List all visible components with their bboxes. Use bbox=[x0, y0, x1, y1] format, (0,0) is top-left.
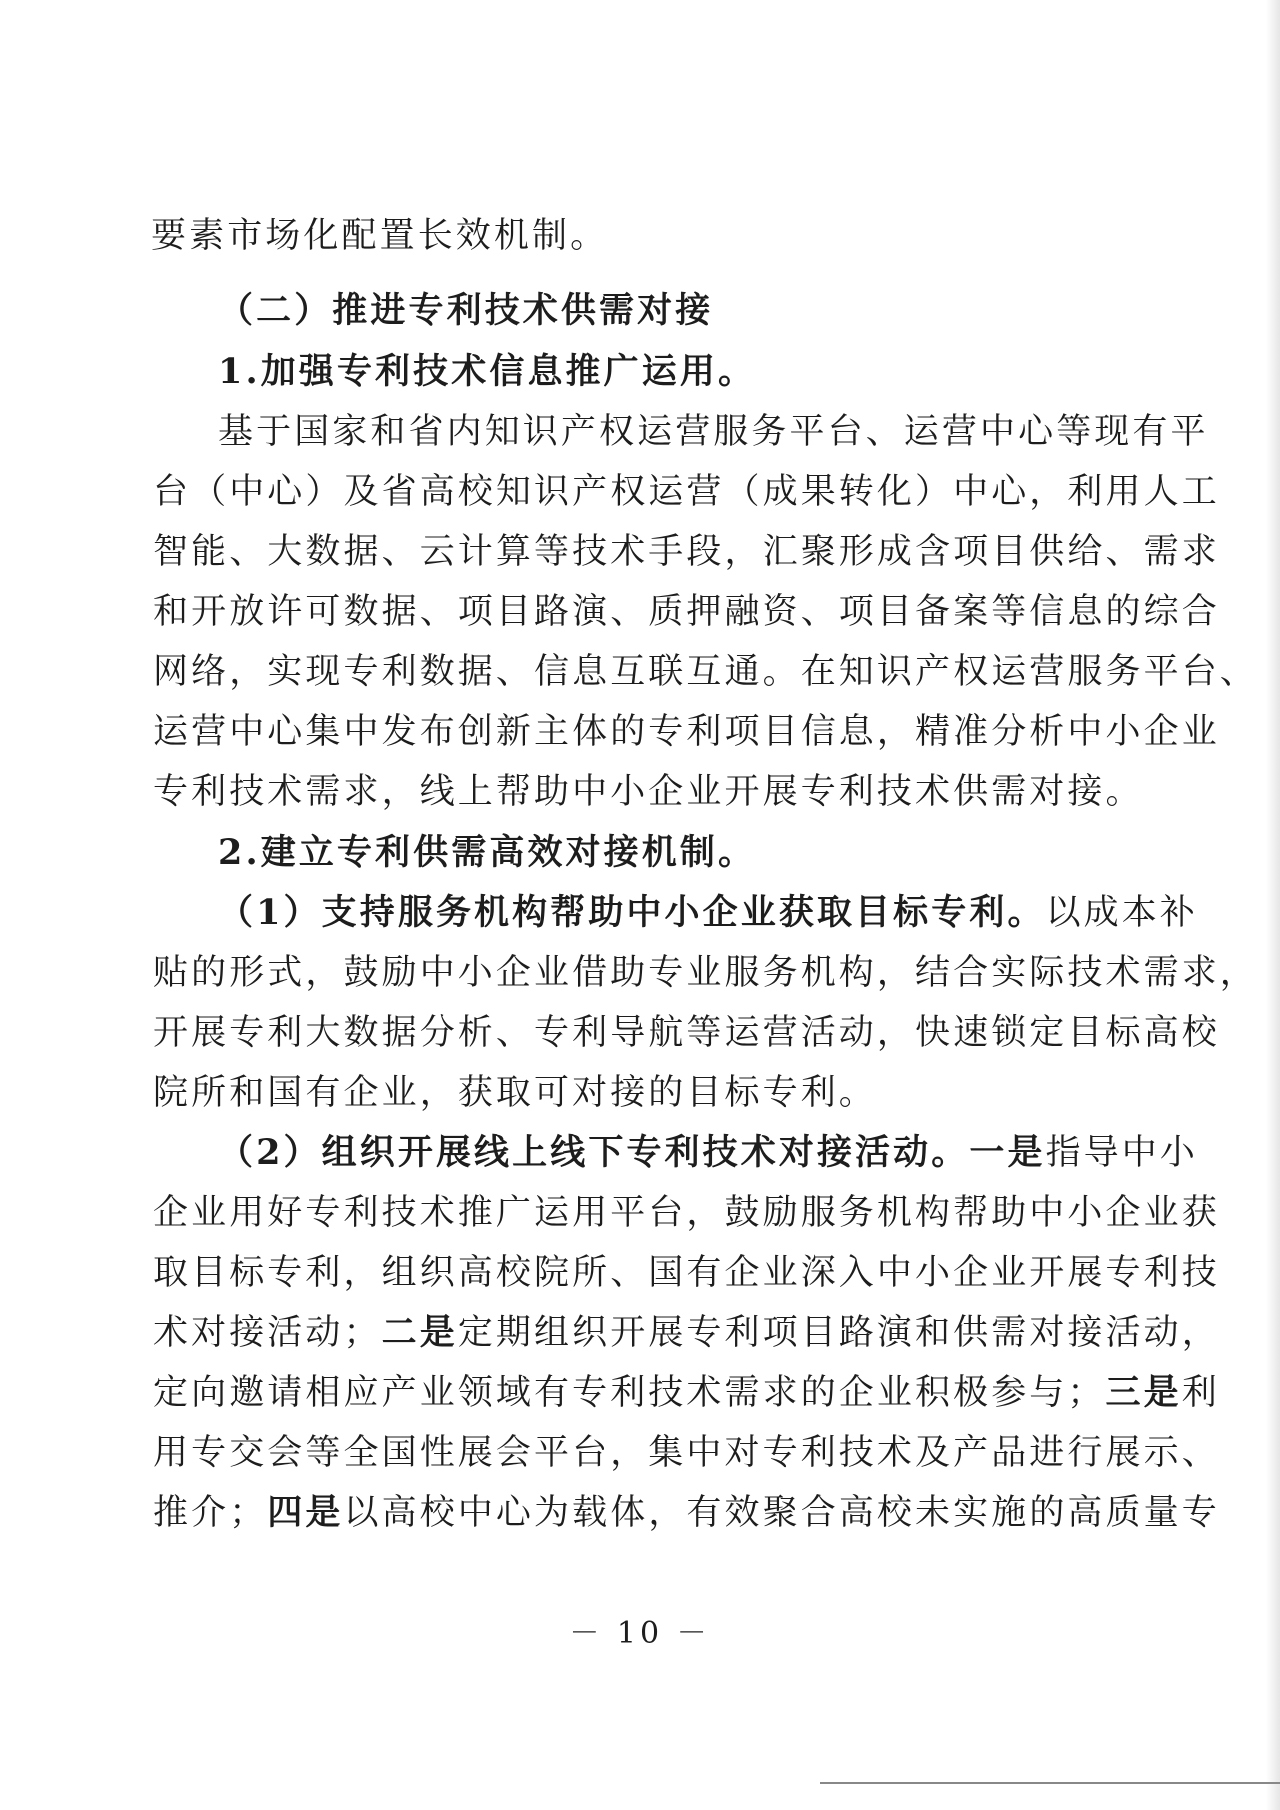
body-line: 基于国家和省内知识产权运营服务平台、运营中心等现有平 bbox=[218, 412, 1209, 452]
body-line: 网络，实现专利数据、信息互联互通。在知识产权运营服务平台、 bbox=[153, 652, 1258, 692]
section-heading: （二）推进专利技术供需对接 bbox=[218, 290, 714, 331]
body-text: 以高校中心为载体，有效聚合高校未实施的高质量专 bbox=[343, 1493, 1220, 1533]
body-line: 用专交会等全国性展会平台，集中对专利技术及产品进行展示、 bbox=[153, 1433, 1220, 1473]
body-line bbox=[153, 1493, 1220, 1533]
body-text: 指导中小 bbox=[1045, 1133, 1198, 1173]
body-line bbox=[218, 1133, 1198, 1173]
body-text: 以成本补 bbox=[1045, 893, 1198, 933]
body-text: 定期组织开展专利项目路演和供需对接活动， bbox=[457, 1313, 1220, 1353]
body-line bbox=[153, 1373, 1220, 1413]
body-line: 运营中心集中发布创新主体的专利项目信息，精准分析中小企业 bbox=[153, 712, 1220, 752]
emphasis-text: 一是 bbox=[969, 1132, 1046, 1173]
body-text: 术对接活动； bbox=[153, 1313, 382, 1353]
item-heading: （2）组织开展线上线下专利技术对接活动。 bbox=[218, 1132, 970, 1173]
body-text: 利 bbox=[1181, 1373, 1220, 1413]
body-line: 智能、大数据、云计算等技术手段，汇聚形成含项目供给、需求 bbox=[153, 532, 1220, 572]
body-line: 院所和国有企业，获取可对接的目标专利。 bbox=[153, 1073, 877, 1113]
body-line: 企业用好专利技术推广运用平台，鼓励服务机构帮助中小企业获 bbox=[153, 1193, 1220, 1233]
body-line: 和开放许可数据、项目路演、质押融资、项目备案等信息的综合 bbox=[153, 592, 1220, 632]
emphasis-text: 四是 bbox=[267, 1492, 344, 1533]
item-heading: （1）支持服务机构帮助中小企业获取目标专利。 bbox=[218, 892, 1046, 933]
body-line: 贴的形式，鼓励中小企业借助专业服务机构，结合实际技术需求， bbox=[153, 953, 1258, 993]
body-line: 台（中心）及省高校知识产权运营（成果转化）中心，利用人工 bbox=[153, 472, 1220, 512]
page-edge-shadow bbox=[1266, 0, 1280, 1810]
body-line: 开展专利大数据分析、专利导航等运营活动，快速锁定目标高校 bbox=[153, 1013, 1220, 1053]
page-number: － 10 － bbox=[569, 1616, 711, 1651]
scan-edge-line bbox=[820, 1782, 1280, 1784]
body-text: 定向邀请相应产业领域有专利技术需求的企业积极参与； bbox=[153, 1373, 1106, 1413]
body-text: 推介； bbox=[153, 1493, 268, 1533]
subsection-heading: 1.加强专利技术信息推广运用。 bbox=[218, 351, 757, 392]
body-line bbox=[153, 1313, 1220, 1353]
body-line: 取目标专利，组织高校院所、国有企业深入中小企业开展专利技 bbox=[153, 1253, 1220, 1293]
emphasis-text: 三是 bbox=[1105, 1372, 1182, 1413]
body-line: 要素市场化配置长效机制。 bbox=[151, 216, 609, 256]
emphasis-text: 二是 bbox=[381, 1312, 458, 1353]
body-line bbox=[218, 893, 1198, 933]
subsection-heading: 2.建立专利供需高效对接机制。 bbox=[218, 832, 757, 873]
body-line: 专利技术需求，线上帮助中小企业开展专利技术供需对接。 bbox=[153, 772, 1144, 812]
